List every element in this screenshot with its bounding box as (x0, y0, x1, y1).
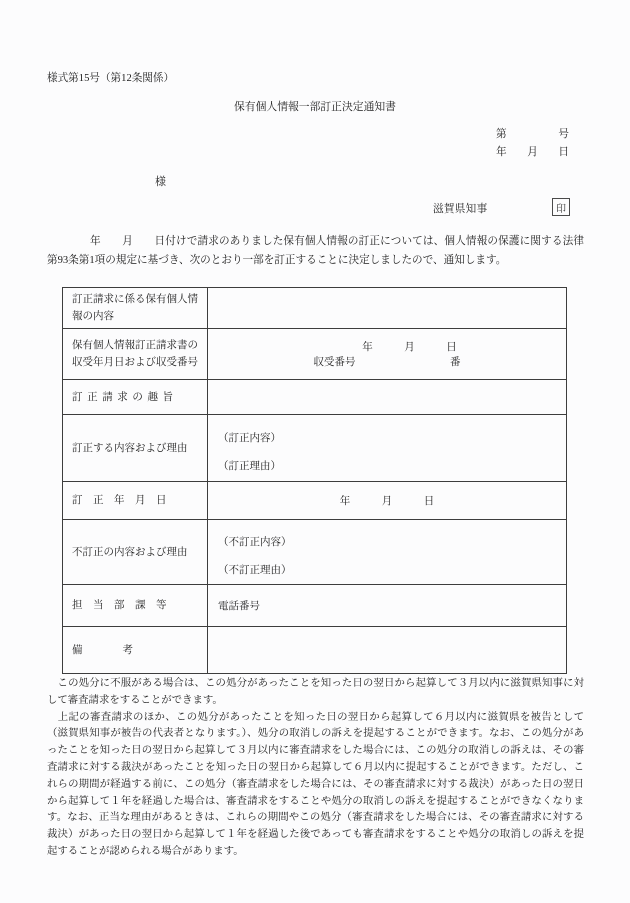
document-number-suffix: 号 (558, 129, 569, 140)
noncorrection-reason-placeholder: （不訂正理由） (218, 565, 292, 576)
row-label-request-purport: 訂正請求の趣旨 (63, 380, 208, 415)
document-number-line (496, 126, 569, 141)
receipt-date-placeholders: 年 月 日 (362, 342, 457, 353)
table-row (63, 520, 567, 585)
receipt-number-placeholders: 収受番号 番 (313, 357, 461, 368)
table-row (63, 380, 567, 415)
row-label-department-in-charge: 担当部課等 (63, 585, 208, 627)
correction-content-placeholder: （訂正内容） (218, 433, 281, 444)
row-label-receipt-date-number: 保有個人情報訂正請求書の収受年月日および収受番号 (63, 329, 208, 380)
document-title: 保有個人情報一部訂正決定通知書 (234, 101, 396, 113)
table-row (63, 482, 567, 520)
cell-personal-info-content (208, 288, 567, 329)
date-year-label: 年 (496, 147, 507, 158)
body-paragraph: 年 月 日付けで請求のありました保有個人情報の訂正については、個人情報の保護に関する法律第93条第1項の規定に基づき、次のとおり一部を訂正することに決定しましたので、通知します。 (47, 236, 584, 267)
issuer-name: 滋賀県知事 (433, 204, 488, 215)
cell-correction-date: 年 月 日 (208, 482, 567, 520)
appeal-note-lawsuit: 上記の審査請求のほか、この処分があったことを知った日の翌日から起算して６月以内に滋賀県を被告として（滋賀県知事が被告の代表者となります。）、処分の取消しの訴えを提起することができます。なお、この処分があったことを知った日の翌日から起算して３月以内に審査請求をした場合には、この処分の取消しの訴えは、その審査請求に対する裁決があったことを知った日の翌日から起算して６月以内に提起することができます。ただし、これらの期間が経過する前に、この処分（審査請求をした場合には、その審査請求に対する裁決）があった日の翌日から起算して１年を経過した場合は、審査請求をすることや処分の取消しの訴えを提起することができなくなります。なお、正当な理由があるときは、これらの期間やこの処分（審査請求をした場合には、その審査請求に対する裁決）があった日の翌日から起算して１年を経過した後であっても審査請求をすることや処分の取消しの訴えを提起することが認められる場合があります。 (47, 711, 585, 857)
date-month-label: 月 (527, 147, 538, 158)
row-label-correction-content-reason: 訂正する内容および理由 (63, 415, 208, 482)
form-number: 様式第15号（第12条関係） (47, 73, 175, 84)
correction-decision-table (62, 287, 567, 674)
row-label-correction-date: 訂正年月日 (63, 482, 208, 520)
seal-character: 印 (556, 203, 566, 215)
table-row (63, 288, 567, 329)
table-row (63, 415, 567, 482)
cell-request-purport (208, 380, 567, 415)
cell-remarks (208, 627, 567, 674)
cell-noncorrection-content-reason (208, 520, 567, 585)
cell-correction-content-reason (208, 415, 567, 482)
row-label-remarks: 備考 (63, 627, 208, 674)
correction-reason-placeholder: （訂正理由） (218, 461, 281, 472)
document-number-prefix: 第 (496, 129, 507, 140)
appeal-rights-notes (47, 676, 584, 861)
table-row (63, 627, 567, 674)
table-row (63, 329, 567, 380)
issue-date-line (496, 144, 569, 159)
seal-box (552, 198, 570, 216)
noncorrection-content-placeholder: （不訂正内容） (218, 537, 292, 548)
addressee-honorific: 様 (155, 176, 166, 188)
appeal-note-review-request: この処分に不服がある場合は、この処分があったことを知った日の翌日から起算して３月以内に滋賀県知事に対して審査請求をすることができます。 (47, 678, 584, 706)
table-row (63, 585, 567, 627)
date-day-label: 日 (558, 147, 569, 158)
row-label-noncorrection-content-reason: 不訂正の内容および理由 (63, 520, 208, 585)
cell-department-phone: 電話番号 (208, 585, 567, 627)
row-label-personal-info-content: 訂正請求に係る保有個人情報の内容 (63, 288, 208, 329)
cell-receipt-date-number (208, 329, 567, 380)
